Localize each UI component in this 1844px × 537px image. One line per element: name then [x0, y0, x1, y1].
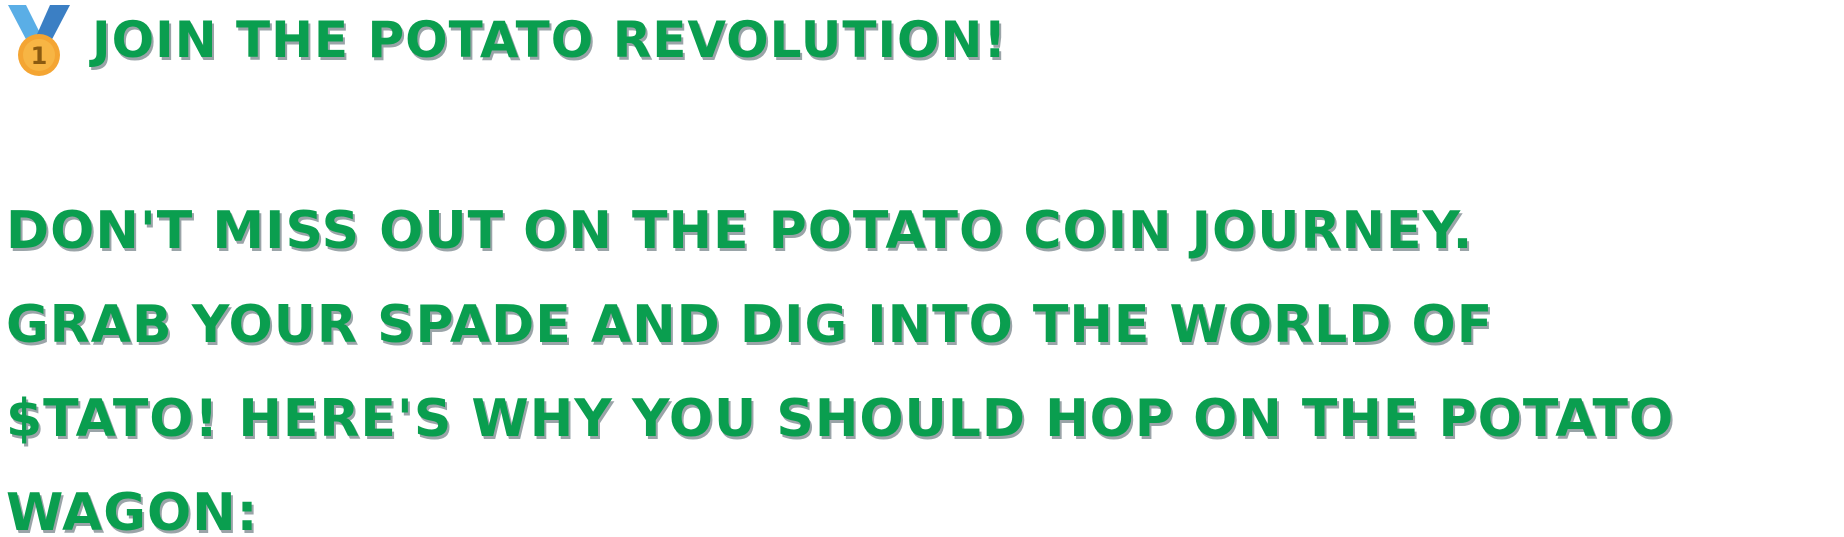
post-heading: [4, 0, 1007, 80]
post-body: [6, 184, 1674, 537]
body-line-3: $TATO! HERE'S WHY YOU SHOULD HOP ON THE POTATO: [6, 389, 1675, 449]
first-place-medal-icon: [4, 1, 74, 79]
body-line-4: WAGON:: [6, 483, 259, 537]
body-line-1: DON'T MISS OUT ON THE POTATO COIN JOURNEY.: [6, 201, 1474, 261]
medal-number: 1: [30, 42, 48, 70]
body-line-2: GRAB YOUR SPADE AND DIG INTO THE WORLD OF: [6, 295, 1494, 355]
post-title: JOIN THE POTATO REVOLUTION!: [92, 11, 1008, 69]
